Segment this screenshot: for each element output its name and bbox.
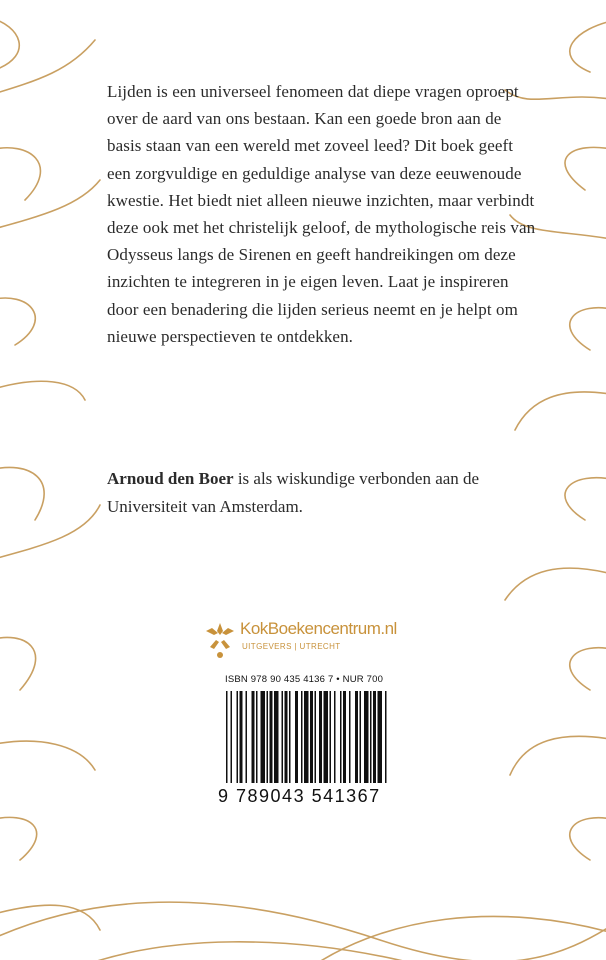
publisher-subtitle: UITGEVERS | UTRECHT	[242, 642, 341, 651]
isbn-nur-line: ISBN 978 90 435 4136 7 • NUR 700	[225, 674, 384, 685]
author-bio-text: is als wiskundige verbonden aan de Universiteit van Amsterdam.	[107, 469, 480, 516]
barcode	[218, 689, 396, 813]
book-description: Lijden is een universeel fenomeen dat diepe vragen oproept over de aard van ons bestaan. Kan een goede bron aan de basis staan van een wereld met zoveel leed? Dit boek geeft een zorgvuldige en geduldige analyse van deze eeuwenoude kwestie. Het biedt niet alleen nieuwe inzichten, maar verbindt deze ook met het christelijk geloof, de mythologische reis van Odysseus langs de Sirenen en geeft handreikingen om deze inzichten te integreren in je eigen leven. Laat je inspireren door een benadering die lijden serieus neemt en je helpt om nieuwe perspectieven te ontdekken.	[107, 82, 536, 346]
star-logo-icon	[204, 621, 236, 659]
publisher-logo	[204, 619, 434, 667]
author-name: Arnoud den Boer	[107, 469, 234, 488]
publisher-name: KokBoekencentrum.nl	[240, 619, 397, 638]
author-bio	[107, 465, 537, 521]
barcode-digits: 9 789043 541367	[218, 786, 381, 806]
barcode-icon	[218, 689, 396, 789]
